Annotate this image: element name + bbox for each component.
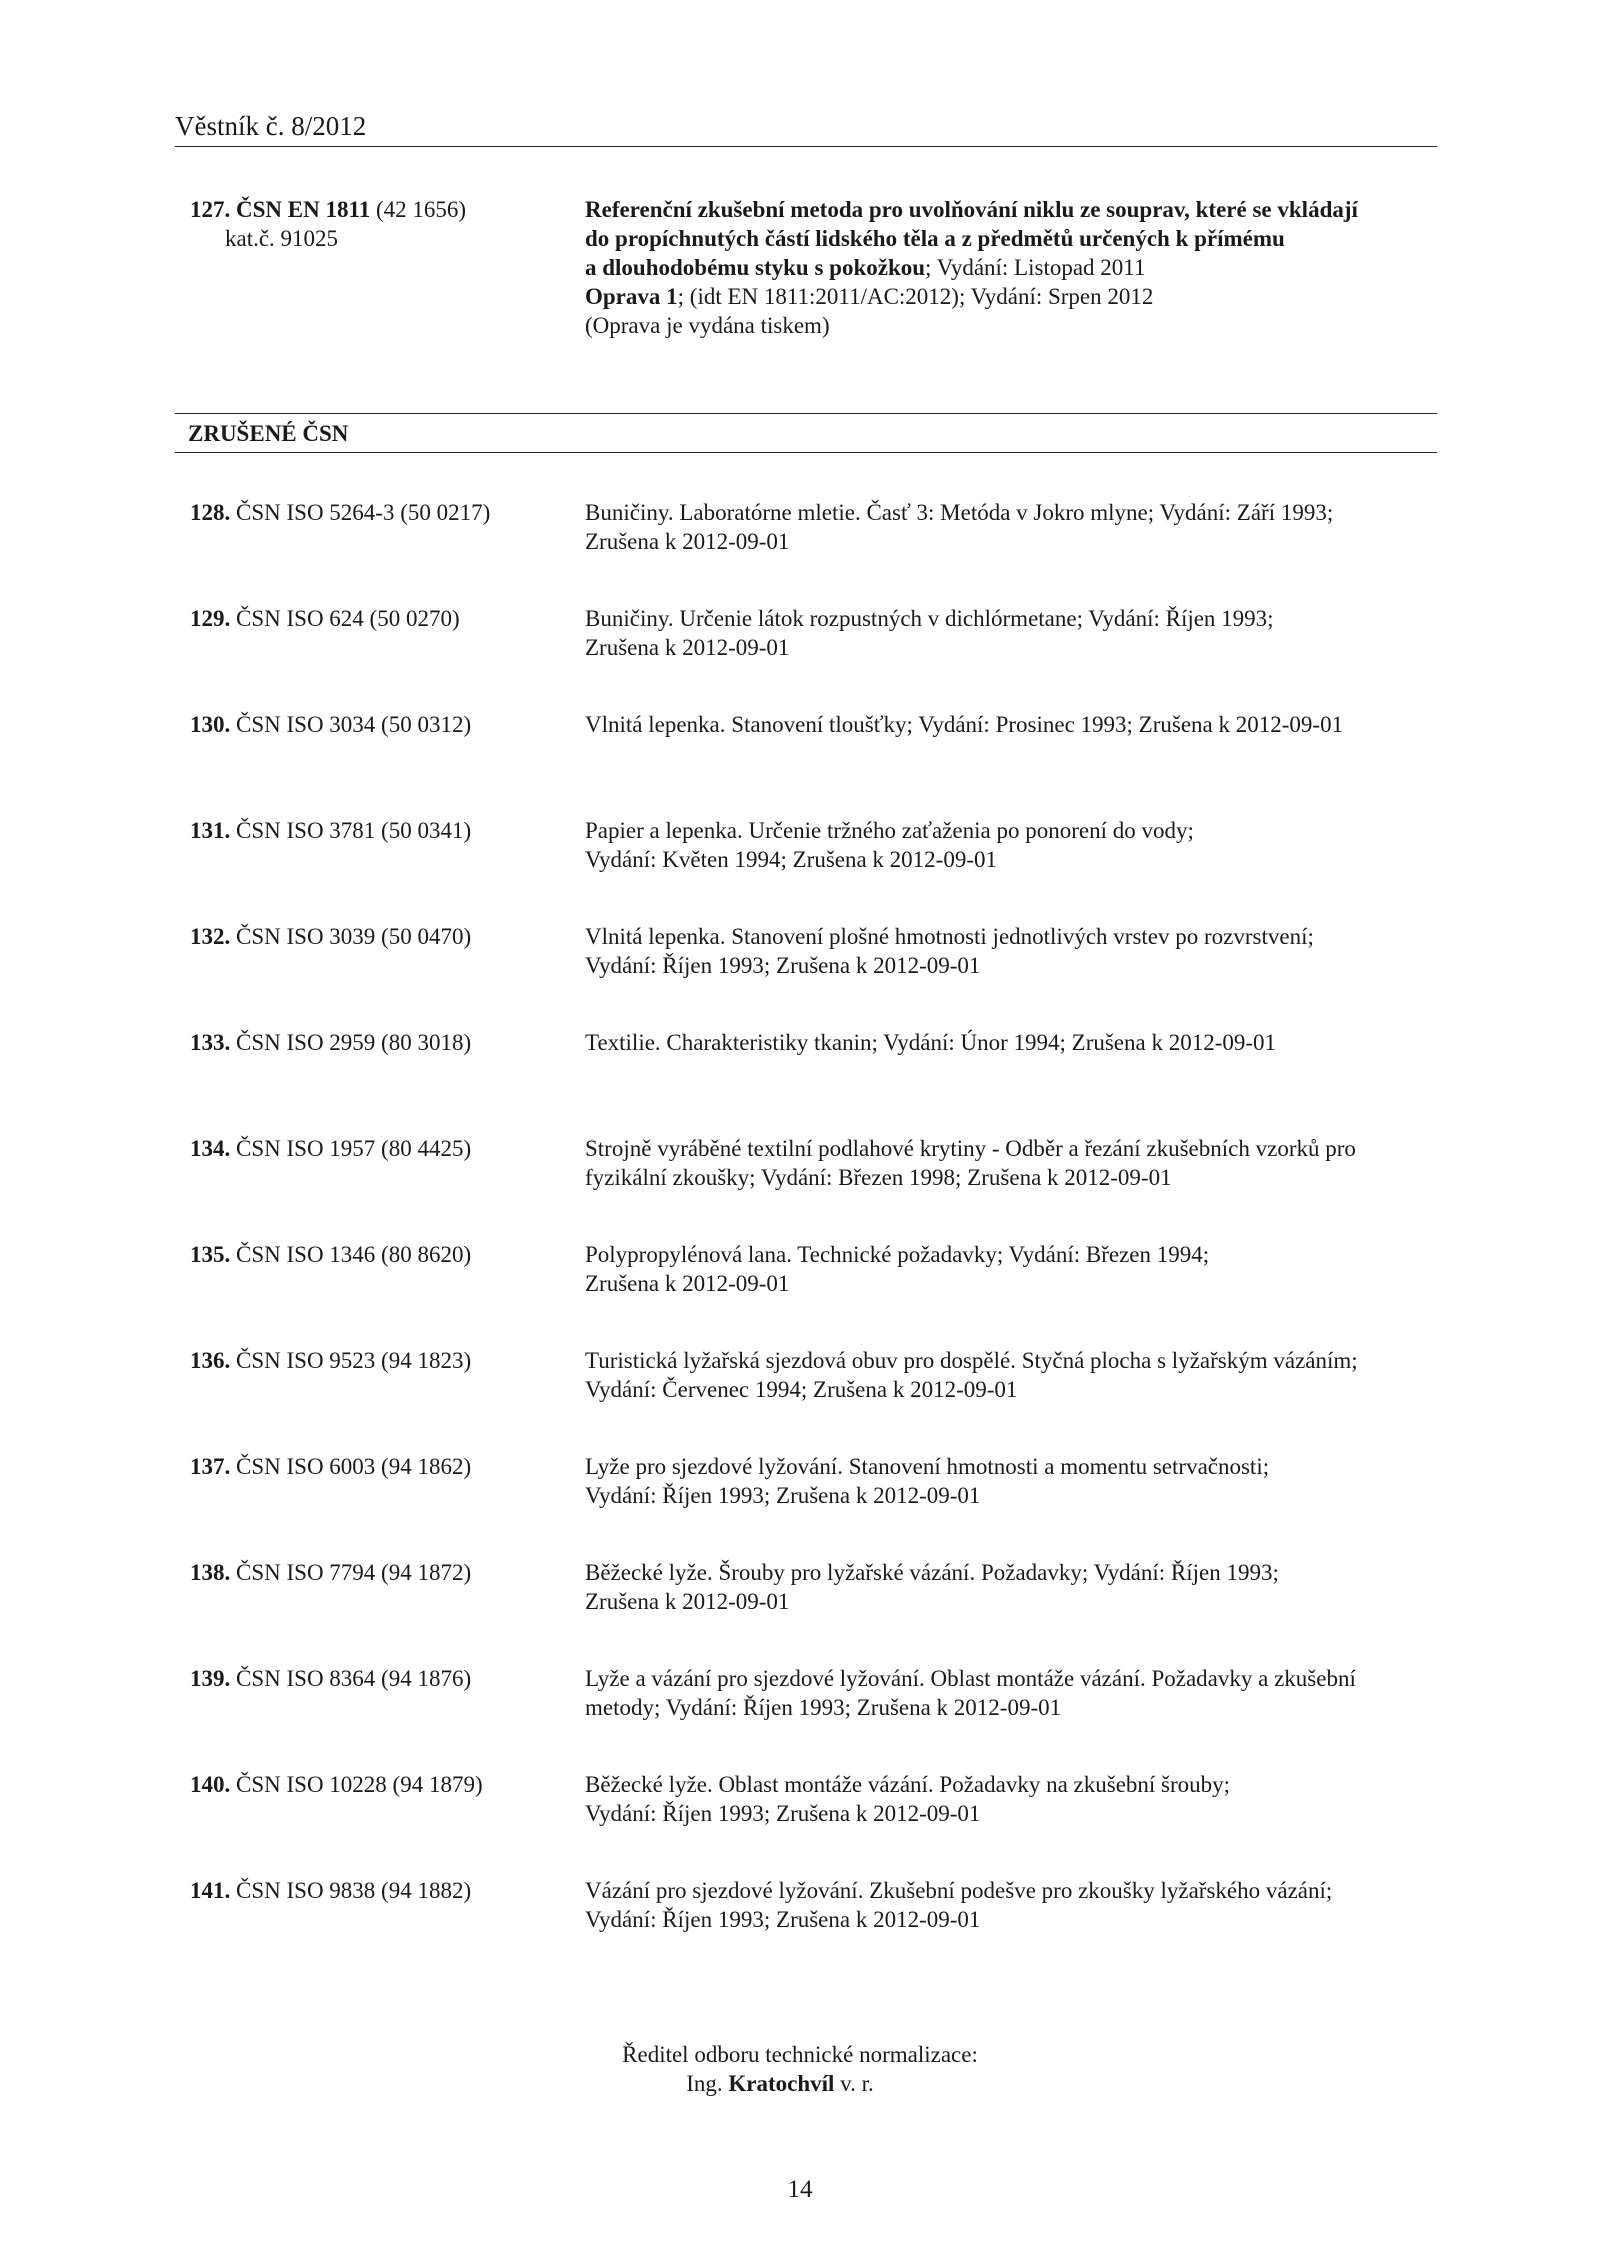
entry-description <box>585 1664 1425 1722</box>
entry-number: 136. <box>190 1348 231 1373</box>
header-divider <box>175 146 1437 147</box>
entry-standard: ČSN ISO 3781 (50 0341) <box>230 818 472 843</box>
entry-code <box>190 922 471 951</box>
signature-surname: Kratochvíl <box>728 2071 835 2096</box>
entry-description <box>585 1452 1425 1510</box>
entry-description <box>585 1240 1425 1298</box>
entry-description-line: Vydání: Říjen 1993; Zrušena k 2012-09-01 <box>585 953 981 978</box>
entry-standard: ČSN ISO 9523 (94 1823) <box>230 1348 472 1373</box>
entry-127-line-3-bold: a dlouhodobému styku s pokožkou <box>585 255 926 280</box>
entry-127-code <box>190 195 466 224</box>
entry-description-line: Zrušena k 2012-09-01 <box>585 635 790 660</box>
entry-number: 140. <box>190 1772 231 1797</box>
entry-description-line: Vlnitá lepenka. Stanovení plošné hmotnosti jednotlivých vrstev po rozvrstvení; <box>585 924 1314 949</box>
entry-standard: ČSN ISO 9838 (94 1882) <box>230 1878 472 1903</box>
entry-127-line-1: Referenční zkušební metoda pro uvolňování niklu ze souprav, které se vkládají <box>585 197 1358 222</box>
entry-number: 130. <box>190 712 231 737</box>
entry-number: 137. <box>190 1454 231 1479</box>
entry-description-line: Zrušena k 2012-09-01 <box>585 529 790 554</box>
entry-description-line: fyzikální zkoušky; Vydání: Březen 1998; Zrušena k 2012-09-01 <box>585 1165 1172 1190</box>
entry-description-line: Běžecké lyže. Šrouby pro lyžařské vázání. Požadavky; Vydání: Říjen 1993; <box>585 1560 1279 1585</box>
section-bottom-divider <box>175 452 1437 453</box>
entry-description <box>585 1770 1425 1828</box>
entry-number: 128. <box>190 500 231 525</box>
entry-127-line-3: ; Vydání: Listopad 2011 <box>925 255 1146 280</box>
entry-code <box>190 604 460 633</box>
entry-description <box>585 1346 1425 1404</box>
entry-code <box>190 816 471 845</box>
section-title: ZRUŠENÉ ČSN <box>188 421 349 446</box>
entry-description-line: Buničiny. Laboratórne mletie. Časť 3: Metóda v Jokro mlyne; Vydání: Září 1993; <box>585 500 1334 525</box>
entry-code <box>190 1876 471 1905</box>
entry-127-line-5: (Oprava je vydána tiskem) <box>585 313 830 338</box>
entry-standard: ČSN ISO 3039 (50 0470) <box>230 924 472 949</box>
entry-code <box>190 1664 471 1693</box>
entry-number: 135. <box>190 1242 231 1267</box>
signature-prefix: Ing. <box>686 2071 729 2096</box>
entry-description-line: Vydání: Červenec 1994; Zrušena k 2012-09-01 <box>585 1377 1018 1402</box>
entry-description <box>585 816 1425 874</box>
entry-standard: ČSN ISO 6003 (94 1862) <box>230 1454 472 1479</box>
entry-127-number: 127. <box>190 197 231 222</box>
entry-127-catalog-number: kat.č. 91025 <box>225 226 339 251</box>
entry-standard: ČSN ISO 624 (50 0270) <box>230 606 460 631</box>
entry-127-line-2: do propíchnutých částí lidského těla a z předmětů určených k přímému <box>585 226 1285 251</box>
entry-description-line: Vázání pro sjezdové lyžování. Zkušební podešve pro zkoušky lyžařského vázání; <box>585 1878 1333 1903</box>
entry-code <box>190 710 471 739</box>
entry-description <box>585 1134 1425 1192</box>
entry-description <box>585 1558 1425 1616</box>
journal-title: Věstník č. 8/2012 <box>175 111 367 141</box>
entry-code <box>190 1346 471 1375</box>
entry-description <box>585 922 1425 980</box>
entry-description-line: Vydání: Květen 1994; Zrušena k 2012-09-01 <box>585 847 998 872</box>
entry-standard: ČSN ISO 3034 (50 0312) <box>230 712 472 737</box>
entry-description-line: Vydání: Říjen 1993; Zrušena k 2012-09-01 <box>585 1907 981 1932</box>
entry-description <box>585 604 1425 662</box>
signature-title: Ředitel odboru technické normalizace: <box>622 2042 978 2067</box>
entry-number: 139. <box>190 1666 231 1691</box>
entry-number: 134. <box>190 1136 231 1161</box>
entry-description-line: Vydání: Říjen 1993; Zrušena k 2012-09-01 <box>585 1483 981 1508</box>
entry-standard: ČSN ISO 10228 (94 1879) <box>230 1772 483 1797</box>
entry-description <box>585 710 1425 739</box>
entry-127-description <box>585 195 1425 340</box>
entry-description-line: Vlnitá lepenka. Stanovení tloušťky; Vydání: Prosinec 1993; Zrušena k 2012-09-01 <box>585 712 1344 737</box>
entry-number: 129. <box>190 606 231 631</box>
entry-description-line: Zrušena k 2012-09-01 <box>585 1271 790 1296</box>
entry-standard: ČSN ISO 1957 (80 4425) <box>230 1136 472 1161</box>
entry-description <box>585 498 1425 556</box>
entry-code <box>190 1028 471 1057</box>
entry-127-line-4-bold: Oprava 1 <box>585 284 678 309</box>
entry-description-line: Strojně vyráběné textilní podlahové krytiny - Odběr a řezání zkušebních vzorků pro <box>585 1136 1356 1161</box>
entry-description <box>585 1876 1425 1934</box>
section-top-divider <box>175 413 1437 414</box>
signature-name <box>0 2069 1600 2098</box>
signature-suffix: v. r. <box>834 2071 874 2096</box>
entry-description-line: Buničiny. Určenie látok rozpustných v dichlórmetane; Vydání: Říjen 1993; <box>585 606 1274 631</box>
entry-code <box>190 1134 471 1163</box>
entry-number: 141. <box>190 1878 231 1903</box>
entry-description-line: Polypropylénová lana. Technické požadavky; Vydání: Březen 1994; <box>585 1242 1210 1267</box>
entry-standard: ČSN ISO 7794 (94 1872) <box>230 1560 472 1585</box>
entry-number: 131. <box>190 818 231 843</box>
entry-code <box>190 1240 471 1269</box>
entry-standard: ČSN ISO 8364 (94 1876) <box>230 1666 472 1691</box>
entry-standard: ČSN ISO 1346 (80 8620) <box>230 1242 472 1267</box>
page-number: 14 <box>787 2176 813 2203</box>
entry-127-line-4: ; (idt EN 1811:2011/AC:2012); Vydání: Srpen 2012 <box>677 284 1154 309</box>
entry-code <box>190 1558 471 1587</box>
entry-description-line: Lyže pro sjezdové lyžování. Stanovení hmotnosti a momentu setrvačnosti; <box>585 1454 1270 1479</box>
entry-127-class: (42 1656) <box>370 197 467 222</box>
entry-description-line: Turistická lyžařská sjezdová obuv pro dospělé. Styčná plocha s lyžařským vázáním; <box>585 1348 1358 1373</box>
entry-number: 133. <box>190 1030 231 1055</box>
entry-description-line: Vydání: Říjen 1993; Zrušena k 2012-09-01 <box>585 1801 981 1826</box>
entry-standard: ČSN ISO 5264-3 (50 0217) <box>230 500 491 525</box>
entry-description-line: Papier a lepenka. Určenie tržného zaťaženia po ponorení do vody; <box>585 818 1194 843</box>
entry-code <box>190 498 490 527</box>
entry-description-line: Zrušena k 2012-09-01 <box>585 1589 790 1614</box>
entry-code <box>190 1452 471 1481</box>
entry-description-line: Textilie. Charakteristiky tkanin; Vydání: Únor 1994; Zrušena k 2012-09-01 <box>585 1030 1277 1055</box>
entry-number: 138. <box>190 1560 231 1585</box>
entry-description <box>585 1028 1425 1057</box>
entry-description-line: Lyže a vázání pro sjezdové lyžování. Oblast montáže vázání. Požadavky a zkušební <box>585 1666 1356 1691</box>
entry-description-line: Běžecké lyže. Oblast montáže vázání. Požadavky na zkušební šrouby; <box>585 1772 1231 1797</box>
entry-127-standard: ČSN EN 1811 <box>236 197 371 222</box>
entry-description-line: metody; Vydání: Říjen 1993; Zrušena k 2012-09-01 <box>585 1695 1062 1720</box>
entry-standard: ČSN ISO 2959 (80 3018) <box>230 1030 472 1055</box>
entry-number: 132. <box>190 924 231 949</box>
entry-code <box>190 1770 483 1799</box>
